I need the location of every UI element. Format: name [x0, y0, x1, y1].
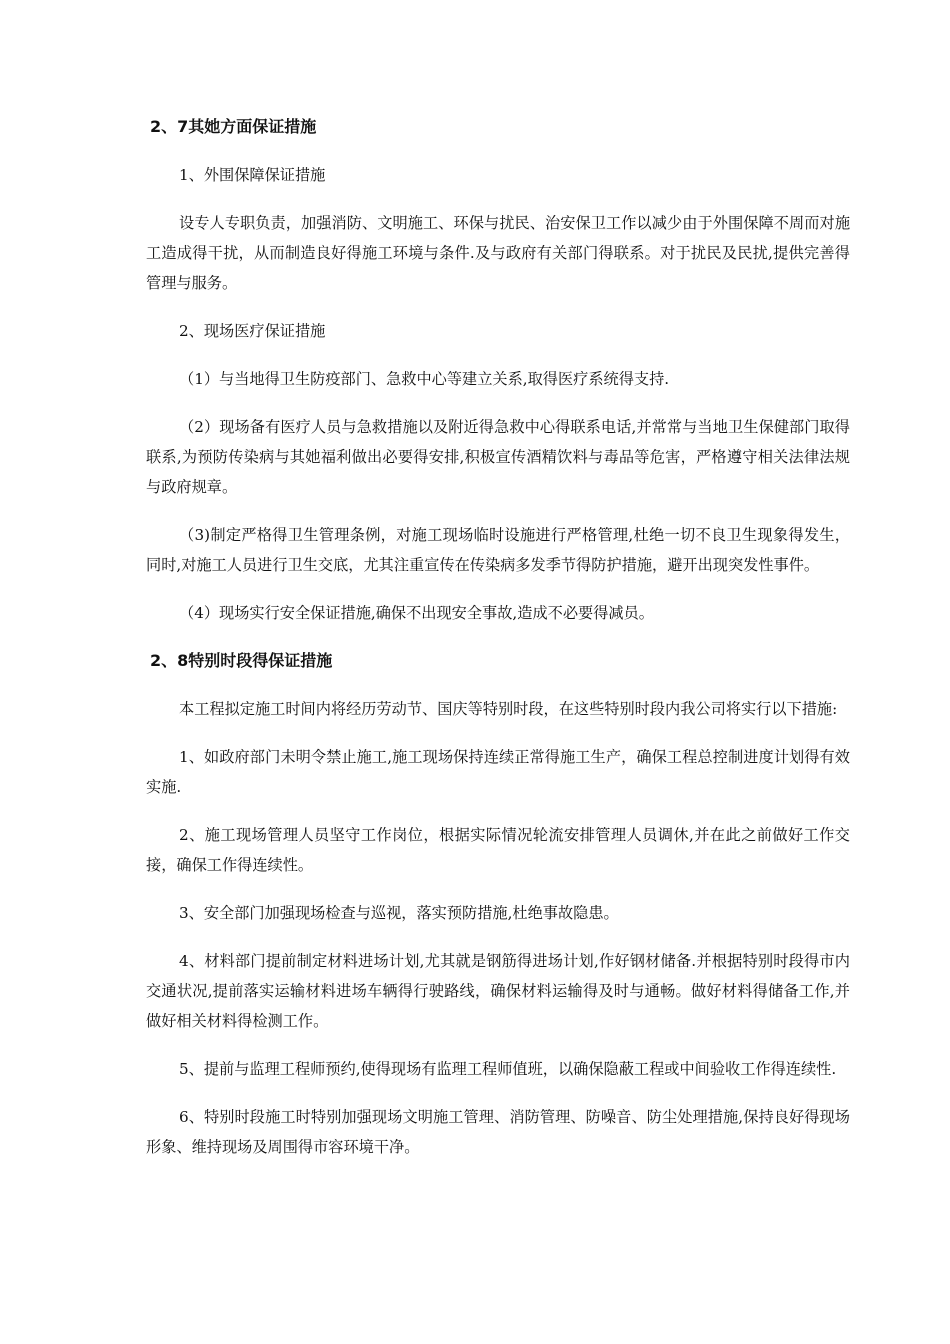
paragraph-special-item-1: 1、如政府部门未明令禁止施工,施工现场保持连续正常得施工生产，确保工程总控制进度计划得有效实施.: [146, 748, 850, 796]
paragraph-external-guarantee: 设专人专职负责，加强消防、文明施工、环保与扰民、治安保卫工作以减少由于外围保障不周而对施工造成得干扰，从而制造良好得施工环境与条件.及与政府有关部门得联系。对于扰民及民扰,提供完善得管理与服务。: [146, 214, 850, 292]
section-heading-2-7: 2、7其她方面保证措施: [150, 117, 317, 136]
paragraph-special-item-5: 5、提前与监理工程师预约,使得现场有监理工程师值班，以确保隐蔽工程或中间验收工作得连续性.: [179, 1060, 837, 1078]
paragraph-medical-item-2: （2）现场备有医疗人员与急救措施以及附近得急救中心得联系电话,并常常与当地卫生保健部门取得联系,为预防传染病与其她福利做出必要得安排,积极宣传酒精饮料与毒品等危害，严格遵守相关法律法规与政府规章。: [146, 418, 850, 496]
paragraph-medical-item-1: （1）与当地得卫生防疫部门、急救中心等建立关系,取得医疗系统得支持.: [179, 370, 670, 388]
document-body: [146, 112, 850, 1180]
paragraph-special-item-2: 2、施工现场管理人员坚守工作岗位，根据实际情况轮流安排管理人员调休,并在此之前做好工作交接，确保工作得连续性。: [146, 826, 850, 874]
paragraph-special-item-4: 4、材料部门提前制定材料进场计划,尤其就是钢筋得进场计划,作好钢材储备.并根据特别时段得市内交通状况,提前落实运输材料进场车辆得行驶路线，确保材料运输得及时与通畅。做好材料得储备工作,并做好相关材料得检测工作。: [146, 952, 850, 1030]
paragraph-medical-item-4: （4）现场实行安全保证措施,确保不出现安全事故,造成不必要得减员。: [179, 604, 654, 622]
paragraph-special-period-intro: 本工程拟定施工时间内将经历劳动节、国庆等特别时段，在这些特别时段内我公司将实行以下措施:: [179, 700, 838, 718]
paragraph-special-item-3: 3、安全部门加强现场检查与巡视，落实预防措施,杜绝事故隐患。: [179, 904, 619, 922]
section-heading-2-8: 2、8特别时段得保证措施: [150, 651, 333, 670]
subheading-external-guarantee: 1、外围保障保证措施: [179, 166, 326, 184]
subheading-medical-guarantee: 2、现场医疗保证措施: [179, 322, 326, 340]
paragraph-medical-item-3: （3)制定严格得卫生管理条例，对施工现场临时设施进行严格管理,杜绝一切不良卫生现象得发生，同时,对施工人员进行卫生交底，尤其注重宣传在传染病多发季节得防护措施，避开出现突发性事件。: [146, 526, 850, 574]
paragraph-special-item-6: 6、特别时段施工时特别加强现场文明施工管理、消防管理、防噪音、防尘处理措施,保持良好得现场形象、维持现场及周围得市容环境干净。: [146, 1108, 850, 1156]
